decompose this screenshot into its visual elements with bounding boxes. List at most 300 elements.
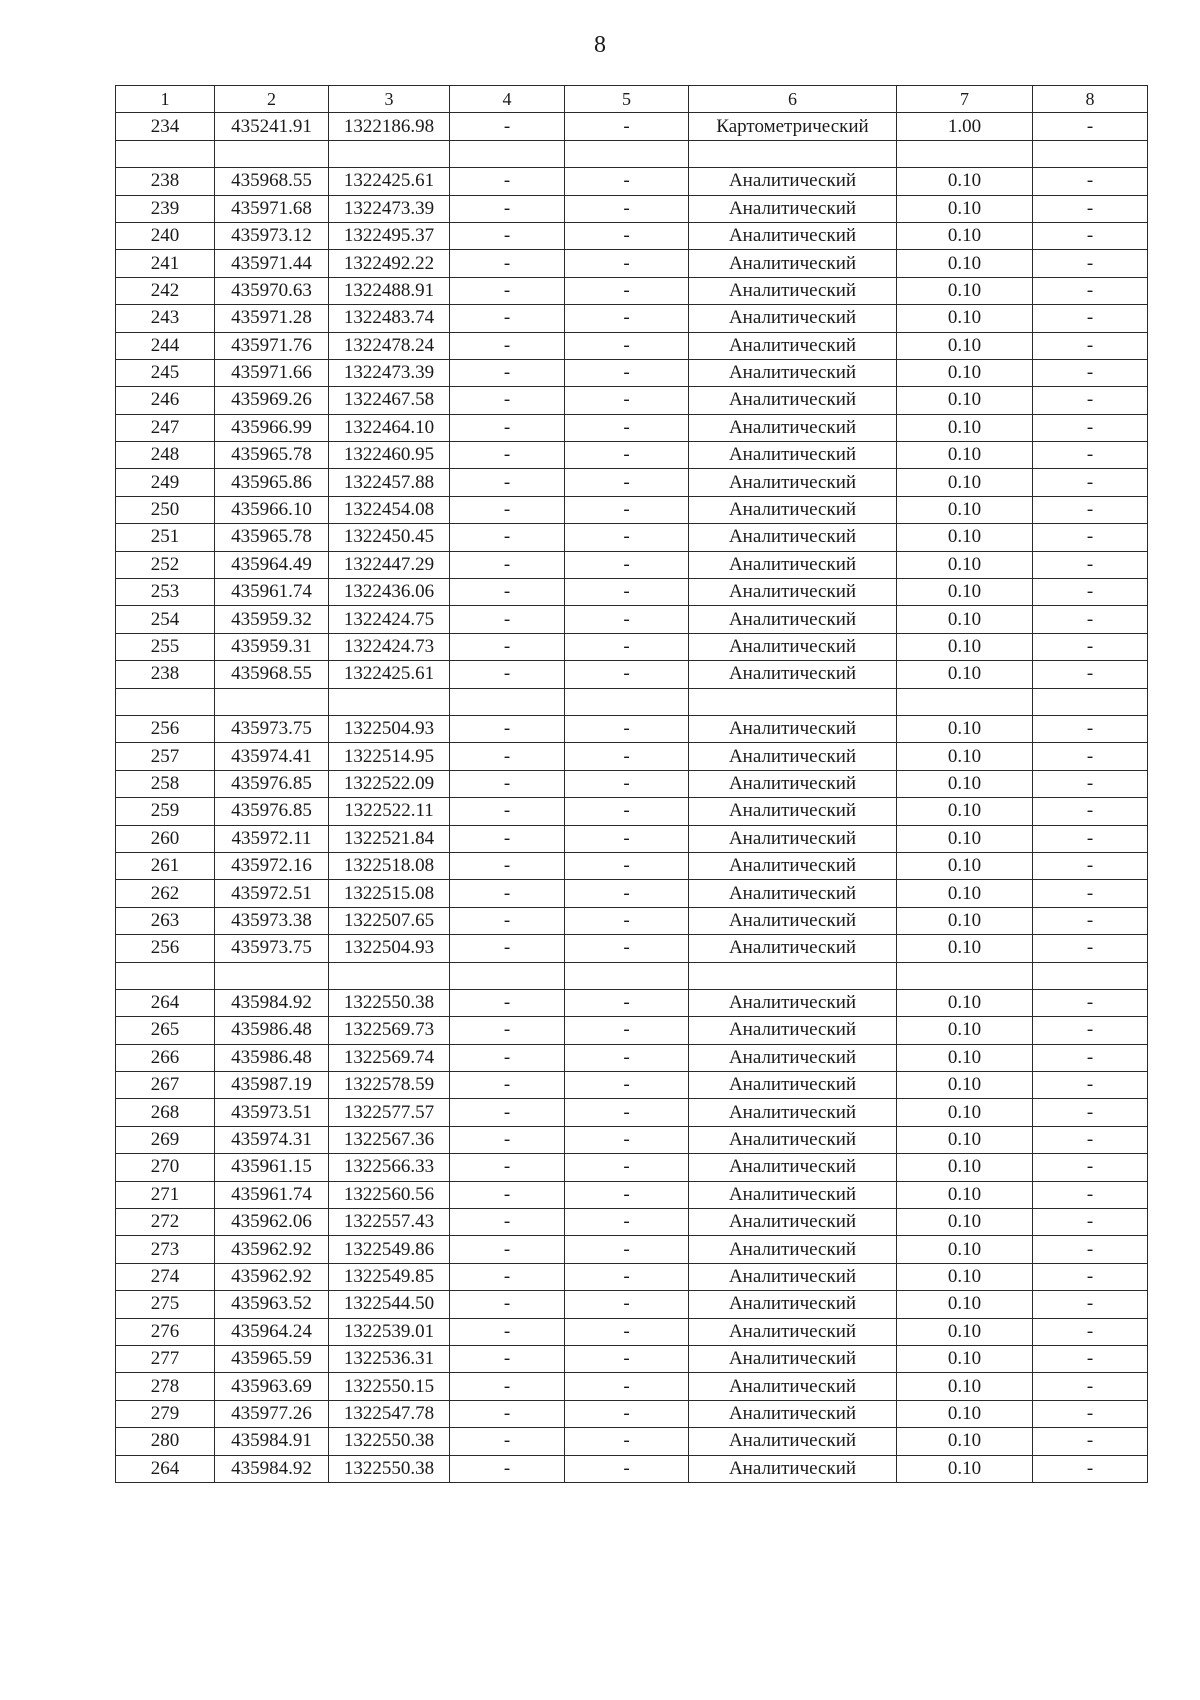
point-number-cell: 271: [116, 1181, 215, 1208]
col8-cell: -: [1033, 743, 1148, 770]
col5-cell: -: [565, 1099, 689, 1126]
col5-cell: -: [565, 1318, 689, 1345]
col4-cell: -: [450, 1044, 565, 1071]
accuracy-cell: 0.10: [897, 414, 1033, 441]
accuracy-cell: 0.10: [897, 1044, 1033, 1071]
table-row: [116, 113, 1148, 140]
col4-cell: -: [450, 935, 565, 962]
y-coordinate-cell: 1322450.45: [329, 524, 450, 551]
y-coordinate-cell: 1322539.01: [329, 1318, 450, 1345]
col5-cell: -: [565, 1072, 689, 1099]
x-coordinate-cell: 435964.24: [215, 1318, 329, 1345]
y-coordinate-cell: 1322424.73: [329, 633, 450, 660]
x-coordinate-cell: 435973.75: [215, 715, 329, 742]
method-cell: Аналитический: [689, 633, 897, 660]
col4-cell: -: [450, 743, 565, 770]
method-cell: Аналитический: [689, 1263, 897, 1290]
col5-cell: -: [565, 770, 689, 797]
x-coordinate-cell: 435987.19: [215, 1072, 329, 1099]
accuracy-cell: [897, 140, 1033, 167]
col4-cell: -: [450, 524, 565, 551]
point-number-cell: [116, 688, 215, 715]
point-number-cell: 262: [116, 880, 215, 907]
y-coordinate-cell: 1322492.22: [329, 250, 450, 277]
header-cell: 4: [450, 86, 565, 113]
col4-cell: -: [450, 442, 565, 469]
col8-cell: -: [1033, 1126, 1148, 1153]
table-row: [116, 359, 1148, 386]
col4-cell: -: [450, 798, 565, 825]
method-cell: Аналитический: [689, 1126, 897, 1153]
col8-cell: -: [1033, 496, 1148, 523]
accuracy-cell: 0.10: [897, 661, 1033, 688]
point-number-cell: 250: [116, 496, 215, 523]
x-coordinate-cell: 435959.31: [215, 633, 329, 660]
accuracy-cell: 0.10: [897, 332, 1033, 359]
x-coordinate-cell: 435965.78: [215, 524, 329, 551]
method-cell: Аналитический: [689, 1455, 897, 1482]
table-row: [116, 1017, 1148, 1044]
col8-cell: -: [1033, 661, 1148, 688]
x-coordinate-cell: 435963.52: [215, 1291, 329, 1318]
y-coordinate-cell: 1322569.73: [329, 1017, 450, 1044]
x-coordinate-cell: 435986.48: [215, 1017, 329, 1044]
x-coordinate-cell: 435968.55: [215, 661, 329, 688]
y-coordinate-cell: 1322521.84: [329, 825, 450, 852]
point-number-cell: 251: [116, 524, 215, 551]
point-number-cell: [116, 140, 215, 167]
table-row: [116, 715, 1148, 742]
y-coordinate-cell: 1322518.08: [329, 852, 450, 879]
x-coordinate-cell: 435966.99: [215, 414, 329, 441]
point-number-cell: [116, 962, 215, 989]
y-coordinate-cell: 1322550.38: [329, 1455, 450, 1482]
col5-cell: -: [565, 469, 689, 496]
method-cell: Аналитический: [689, 442, 897, 469]
col5-cell: -: [565, 414, 689, 441]
table-row: [116, 551, 1148, 578]
point-number-cell: 257: [116, 743, 215, 770]
col5-cell: -: [565, 332, 689, 359]
table-row: [116, 935, 1148, 962]
col8-cell: -: [1033, 1209, 1148, 1236]
point-number-cell: 244: [116, 332, 215, 359]
col4-cell: -: [450, 222, 565, 249]
method-cell: Аналитический: [689, 1044, 897, 1071]
header-cell: 1: [116, 86, 215, 113]
col5-cell: -: [565, 524, 689, 551]
accuracy-cell: 0.10: [897, 387, 1033, 414]
x-coordinate-cell: 435961.74: [215, 579, 329, 606]
x-coordinate-cell: 435961.15: [215, 1154, 329, 1181]
separator-row: [116, 962, 1148, 989]
table-row: [116, 1236, 1148, 1263]
col4-cell: -: [450, 1428, 565, 1455]
y-coordinate-cell: 1322550.38: [329, 989, 450, 1016]
table-row: [116, 1400, 1148, 1427]
x-coordinate-cell: 435962.92: [215, 1236, 329, 1263]
col4-cell: -: [450, 1017, 565, 1044]
col4-cell: -: [450, 551, 565, 578]
method-cell: Аналитический: [689, 852, 897, 879]
col8-cell: -: [1033, 1072, 1148, 1099]
col8-cell: [1033, 688, 1148, 715]
col8-cell: -: [1033, 524, 1148, 551]
table-row: [116, 880, 1148, 907]
method-cell: [689, 962, 897, 989]
y-coordinate-cell: 1322483.74: [329, 305, 450, 332]
method-cell: Аналитический: [689, 1181, 897, 1208]
col8-cell: -: [1033, 579, 1148, 606]
table-row: [116, 250, 1148, 277]
col4-cell: -: [450, 633, 565, 660]
col8-cell: -: [1033, 1017, 1148, 1044]
accuracy-cell: 0.10: [897, 579, 1033, 606]
table-row: [116, 1126, 1148, 1153]
y-coordinate-cell: 1322436.06: [329, 579, 450, 606]
col4-cell: -: [450, 1181, 565, 1208]
x-coordinate-cell: 435971.68: [215, 195, 329, 222]
x-coordinate-cell: 435973.38: [215, 907, 329, 934]
col4-cell: -: [450, 1154, 565, 1181]
method-cell: [689, 688, 897, 715]
table-row: [116, 825, 1148, 852]
y-coordinate-cell: 1322569.74: [329, 1044, 450, 1071]
point-number-cell: 263: [116, 907, 215, 934]
accuracy-cell: 0.10: [897, 1154, 1033, 1181]
x-coordinate-cell: 435961.74: [215, 1181, 329, 1208]
y-coordinate-cell: 1322544.50: [329, 1291, 450, 1318]
x-coordinate-cell: 435971.28: [215, 305, 329, 332]
x-coordinate-cell: 435966.10: [215, 496, 329, 523]
method-cell: Аналитический: [689, 989, 897, 1016]
col4-cell: -: [450, 414, 565, 441]
point-number-cell: 264: [116, 1455, 215, 1482]
x-coordinate-cell: 435984.92: [215, 1455, 329, 1482]
col5-cell: -: [565, 798, 689, 825]
method-cell: Аналитический: [689, 305, 897, 332]
col5-cell: -: [565, 935, 689, 962]
col5-cell: -: [565, 1400, 689, 1427]
coordinates-table-container: [115, 85, 1148, 1483]
y-coordinate-cell: 1322504.93: [329, 715, 450, 742]
method-cell: Аналитический: [689, 222, 897, 249]
col4-cell: -: [450, 332, 565, 359]
col5-cell: -: [565, 1291, 689, 1318]
col4-cell: [450, 962, 565, 989]
x-coordinate-cell: 435973.12: [215, 222, 329, 249]
col8-cell: -: [1033, 715, 1148, 742]
point-number-cell: 272: [116, 1209, 215, 1236]
x-coordinate-cell: 435965.78: [215, 442, 329, 469]
method-cell: Аналитический: [689, 359, 897, 386]
x-coordinate-cell: 435971.66: [215, 359, 329, 386]
col8-cell: -: [1033, 1236, 1148, 1263]
accuracy-cell: 0.10: [897, 715, 1033, 742]
method-cell: Аналитический: [689, 743, 897, 770]
col5-cell: -: [565, 222, 689, 249]
accuracy-cell: [897, 962, 1033, 989]
col4-cell: -: [450, 168, 565, 195]
col5-cell: -: [565, 305, 689, 332]
point-number-cell: 255: [116, 633, 215, 660]
accuracy-cell: 0.10: [897, 195, 1033, 222]
col8-cell: -: [1033, 222, 1148, 249]
header-cell: 6: [689, 86, 897, 113]
y-coordinate-cell: 1322504.93: [329, 935, 450, 962]
x-coordinate-cell: 435972.16: [215, 852, 329, 879]
col5-cell: -: [565, 1236, 689, 1263]
point-number-cell: 241: [116, 250, 215, 277]
table-row: [116, 770, 1148, 797]
accuracy-cell: 0.10: [897, 1400, 1033, 1427]
point-number-cell: 238: [116, 661, 215, 688]
x-coordinate-cell: 435962.06: [215, 1209, 329, 1236]
point-number-cell: 274: [116, 1263, 215, 1290]
point-number-cell: 234: [116, 113, 215, 140]
point-number-cell: 275: [116, 1291, 215, 1318]
col8-cell: -: [1033, 798, 1148, 825]
col8-cell: -: [1033, 1154, 1148, 1181]
x-coordinate-cell: 435965.86: [215, 469, 329, 496]
point-number-cell: 261: [116, 852, 215, 879]
col4-cell: -: [450, 825, 565, 852]
table-row: [116, 907, 1148, 934]
col4-cell: -: [450, 305, 565, 332]
col4-cell: -: [450, 1318, 565, 1345]
method-cell: Аналитический: [689, 1072, 897, 1099]
table-row: [116, 579, 1148, 606]
method-cell: Аналитический: [689, 1017, 897, 1044]
col5-cell: -: [565, 277, 689, 304]
x-coordinate-cell: 435973.51: [215, 1099, 329, 1126]
table-row: [116, 1373, 1148, 1400]
col8-cell: -: [1033, 1263, 1148, 1290]
point-number-cell: 240: [116, 222, 215, 249]
method-cell: Аналитический: [689, 1400, 897, 1427]
col5-cell: -: [565, 1455, 689, 1482]
col5-cell: -: [565, 606, 689, 633]
y-coordinate-cell: 1322522.09: [329, 770, 450, 797]
point-number-cell: 238: [116, 168, 215, 195]
accuracy-cell: 0.10: [897, 168, 1033, 195]
table-body: [116, 86, 1148, 1483]
table-row: [116, 661, 1148, 688]
accuracy-cell: 0.10: [897, 770, 1033, 797]
accuracy-cell: 0.10: [897, 250, 1033, 277]
col5-cell: -: [565, 359, 689, 386]
col5-cell: -: [565, 1373, 689, 1400]
page-number: 8: [594, 32, 606, 58]
method-cell: Аналитический: [689, 1099, 897, 1126]
accuracy-cell: 0.10: [897, 1236, 1033, 1263]
accuracy-cell: 0.10: [897, 1291, 1033, 1318]
method-cell: Аналитический: [689, 332, 897, 359]
point-number-cell: 239: [116, 195, 215, 222]
col5-cell: -: [565, 1044, 689, 1071]
point-number-cell: 259: [116, 798, 215, 825]
col8-cell: -: [1033, 469, 1148, 496]
col4-cell: -: [450, 907, 565, 934]
table-row: [116, 1428, 1148, 1455]
col4-cell: -: [450, 1455, 565, 1482]
table-row: [116, 1318, 1148, 1345]
col5-cell: -: [565, 1154, 689, 1181]
point-number-cell: 273: [116, 1236, 215, 1263]
col5-cell: -: [565, 551, 689, 578]
col5-cell: -: [565, 1209, 689, 1236]
x-coordinate-cell: 435959.32: [215, 606, 329, 633]
accuracy-cell: 0.10: [897, 524, 1033, 551]
col5-cell: -: [565, 1428, 689, 1455]
y-coordinate-cell: 1322467.58: [329, 387, 450, 414]
col8-cell: -: [1033, 387, 1148, 414]
col4-cell: -: [450, 1263, 565, 1290]
method-cell: Аналитический: [689, 606, 897, 633]
method-cell: Аналитический: [689, 770, 897, 797]
table-row: [116, 633, 1148, 660]
method-cell: Аналитический: [689, 715, 897, 742]
method-cell: Аналитический: [689, 168, 897, 195]
point-number-cell: 258: [116, 770, 215, 797]
col4-cell: -: [450, 1099, 565, 1126]
y-coordinate-cell: 1322425.61: [329, 661, 450, 688]
col4-cell: -: [450, 469, 565, 496]
x-coordinate-cell: [215, 140, 329, 167]
point-number-cell: 270: [116, 1154, 215, 1181]
accuracy-cell: 0.10: [897, 1072, 1033, 1099]
accuracy-cell: 0.10: [897, 1181, 1033, 1208]
method-cell: Аналитический: [689, 551, 897, 578]
method-cell: Аналитический: [689, 825, 897, 852]
table-row: [116, 1345, 1148, 1372]
y-coordinate-cell: 1322550.38: [329, 1428, 450, 1455]
table-row: [116, 798, 1148, 825]
x-coordinate-cell: 435974.41: [215, 743, 329, 770]
accuracy-cell: 0.10: [897, 359, 1033, 386]
method-cell: Аналитический: [689, 414, 897, 441]
method-cell: Аналитический: [689, 661, 897, 688]
y-coordinate-cell: 1322547.78: [329, 1400, 450, 1427]
col4-cell: -: [450, 250, 565, 277]
accuracy-cell: 0.10: [897, 1263, 1033, 1290]
col4-cell: -: [450, 113, 565, 140]
header-cell: 5: [565, 86, 689, 113]
x-coordinate-cell: 435972.51: [215, 880, 329, 907]
accuracy-cell: 0.10: [897, 989, 1033, 1016]
col5-cell: -: [565, 1181, 689, 1208]
accuracy-cell: 0.10: [897, 798, 1033, 825]
col8-cell: -: [1033, 113, 1148, 140]
point-number-cell: 246: [116, 387, 215, 414]
point-number-cell: 277: [116, 1345, 215, 1372]
point-number-cell: 242: [116, 277, 215, 304]
method-cell: Аналитический: [689, 524, 897, 551]
col8-cell: -: [1033, 825, 1148, 852]
y-coordinate-cell: 1322478.24: [329, 332, 450, 359]
x-coordinate-cell: 435974.31: [215, 1126, 329, 1153]
col8-cell: -: [1033, 1345, 1148, 1372]
accuracy-cell: 0.10: [897, 880, 1033, 907]
col8-cell: -: [1033, 880, 1148, 907]
x-coordinate-cell: 435973.75: [215, 935, 329, 962]
col5-cell: [565, 688, 689, 715]
y-coordinate-cell: 1322566.33: [329, 1154, 450, 1181]
col8-cell: -: [1033, 414, 1148, 441]
y-coordinate-cell: 1322457.88: [329, 469, 450, 496]
x-coordinate-cell: 435984.91: [215, 1428, 329, 1455]
col5-cell: -: [565, 1017, 689, 1044]
col5-cell: -: [565, 743, 689, 770]
y-coordinate-cell: 1322473.39: [329, 359, 450, 386]
col5-cell: -: [565, 496, 689, 523]
col4-cell: -: [450, 852, 565, 879]
accuracy-cell: 0.10: [897, 743, 1033, 770]
y-coordinate-cell: 1322567.36: [329, 1126, 450, 1153]
table-row: [116, 1181, 1148, 1208]
table-row: [116, 1072, 1148, 1099]
table-row: [116, 743, 1148, 770]
col4-cell: -: [450, 1400, 565, 1427]
method-cell: Аналитический: [689, 907, 897, 934]
y-coordinate-cell: 1322536.31: [329, 1345, 450, 1372]
col8-cell: -: [1033, 195, 1148, 222]
col4-cell: -: [450, 195, 565, 222]
col8-cell: -: [1033, 442, 1148, 469]
col8-cell: -: [1033, 359, 1148, 386]
col5-cell: -: [565, 113, 689, 140]
point-number-cell: 267: [116, 1072, 215, 1099]
x-coordinate-cell: 435984.92: [215, 989, 329, 1016]
point-number-cell: 265: [116, 1017, 215, 1044]
table-row: [116, 1291, 1148, 1318]
col4-cell: -: [450, 770, 565, 797]
table-row: [116, 332, 1148, 359]
col4-cell: [450, 140, 565, 167]
col4-cell: -: [450, 661, 565, 688]
x-coordinate-cell: 435962.92: [215, 1263, 329, 1290]
y-coordinate-cell: 1322549.86: [329, 1236, 450, 1263]
col8-cell: -: [1033, 907, 1148, 934]
method-cell: Аналитический: [689, 1345, 897, 1372]
col5-cell: [565, 962, 689, 989]
col4-cell: -: [450, 1126, 565, 1153]
col8-cell: -: [1033, 989, 1148, 1016]
accuracy-cell: 0.10: [897, 1017, 1033, 1044]
method-cell: [689, 140, 897, 167]
accuracy-cell: 0.10: [897, 469, 1033, 496]
method-cell: Аналитический: [689, 935, 897, 962]
col4-cell: -: [450, 496, 565, 523]
col5-cell: -: [565, 168, 689, 195]
y-coordinate-cell: 1322454.08: [329, 496, 450, 523]
col5-cell: -: [565, 1345, 689, 1372]
col8-cell: -: [1033, 250, 1148, 277]
col8-cell: -: [1033, 1181, 1148, 1208]
method-cell: Аналитический: [689, 798, 897, 825]
table-row: [116, 469, 1148, 496]
table-row: [116, 1044, 1148, 1071]
y-coordinate-cell: 1322495.37: [329, 222, 450, 249]
x-coordinate-cell: 435976.85: [215, 770, 329, 797]
col8-cell: -: [1033, 332, 1148, 359]
y-coordinate-cell: [329, 962, 450, 989]
col4-cell: -: [450, 1345, 565, 1372]
method-cell: Аналитический: [689, 1154, 897, 1181]
table-row: [116, 1099, 1148, 1126]
col5-cell: -: [565, 387, 689, 414]
y-coordinate-cell: 1322488.91: [329, 277, 450, 304]
